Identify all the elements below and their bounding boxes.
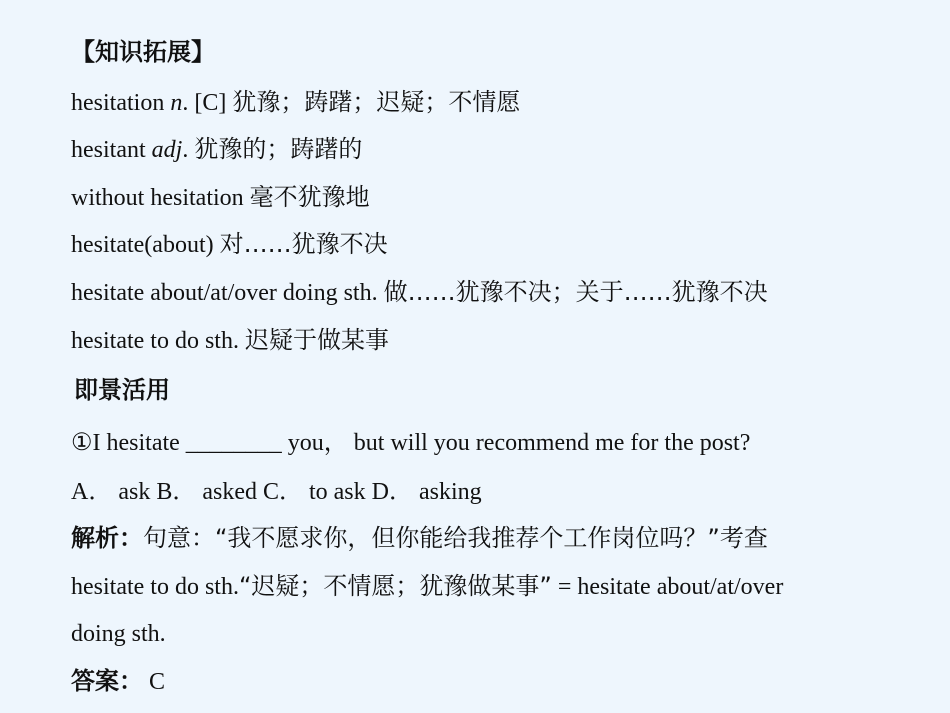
- vocab-term: without hesitation: [71, 185, 250, 211]
- analysis-line-3: doing sth.: [71, 621, 166, 647]
- analysis-equivalent: = hesitate about/at/over: [551, 574, 784, 600]
- analysis-phrase: hesitate to do sth.: [71, 574, 239, 600]
- vocab-pos: n: [170, 90, 183, 116]
- vocab-rest: .: [182, 137, 195, 163]
- vocab-term: hesitate(about): [71, 232, 220, 258]
- vocab-meaning: 毫不犹豫地: [249, 183, 370, 211]
- vocab-term: hesitate about/at/over doing sth.: [71, 280, 384, 306]
- analysis-label: 解析：: [71, 524, 143, 552]
- answer-value: C: [143, 669, 166, 695]
- vocab-meaning: 对……犹豫不决: [219, 230, 388, 258]
- vocab-line-2: [71, 134, 362, 165]
- vocab-term: hesitant: [71, 137, 152, 163]
- vocab-line-1: [71, 87, 520, 118]
- vocab-meaning: 做……犹豫不决；关于……犹豫不决: [383, 278, 768, 306]
- question-text: ①I hesitate ________ you， but will you recommend me for the post?: [71, 430, 751, 456]
- section-title: 【知识拓展】: [71, 38, 215, 66]
- vocab-term: hesitate to do sth.: [71, 328, 245, 354]
- practice-title: 即景活用: [74, 376, 170, 404]
- question-options: A． ask B． asked C． to ask D． asking: [71, 479, 482, 505]
- vocab-meaning: 犹豫的；踌躇的: [194, 135, 363, 163]
- analysis-line-2: [71, 571, 783, 602]
- analysis-line-1: [71, 523, 768, 554]
- vocab-line-4: [71, 229, 388, 260]
- answer-label: 答案：: [71, 667, 143, 695]
- analysis-meaning: “迟疑；不情愿；犹豫做某事”: [238, 572, 552, 600]
- vocab-pos: adj: [151, 137, 183, 163]
- answer-line: [71, 666, 165, 697]
- vocab-meaning: 迟疑于做某事: [244, 326, 389, 354]
- vocab-line-5: [71, 277, 768, 308]
- analysis-text: 句意：“我不愿求你，但你能给我推荐个工作岗位吗？”考查: [143, 524, 768, 552]
- vocab-rest: . [C]: [182, 90, 233, 116]
- vocab-line-3: [71, 182, 370, 213]
- vocab-meaning: 犹豫；踌躇；迟疑；不情愿: [232, 88, 521, 116]
- vocab-term: hesitation: [71, 90, 171, 116]
- vocab-line-6: [71, 325, 389, 356]
